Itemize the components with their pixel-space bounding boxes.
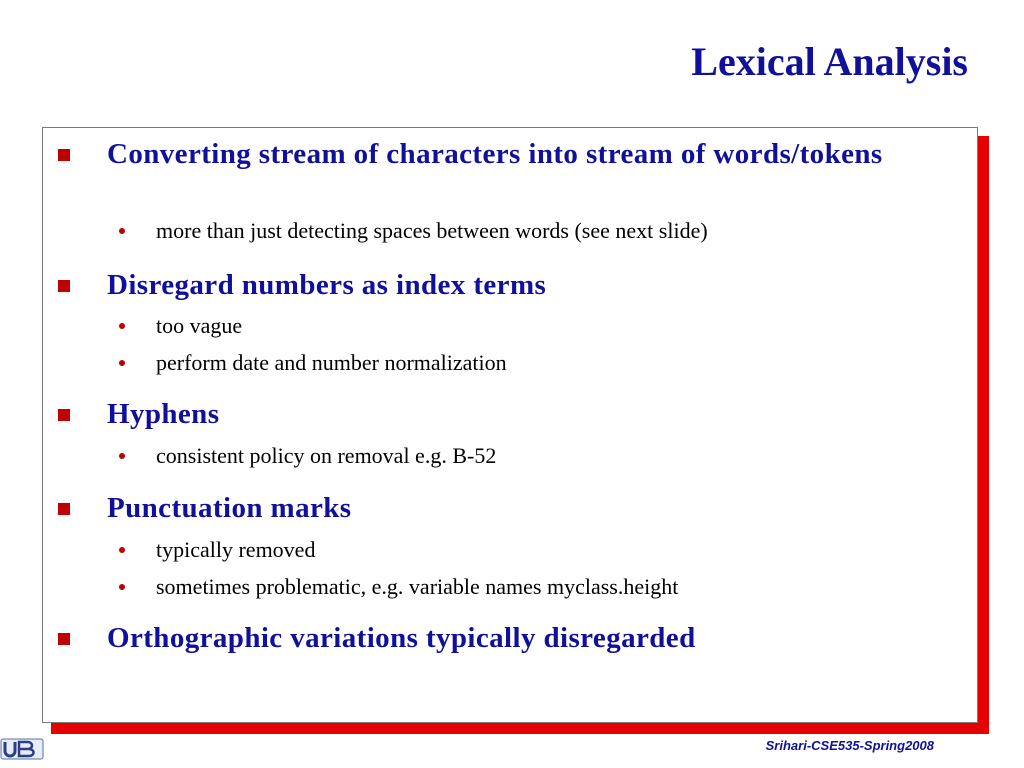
dot-bullet-icon: [119, 584, 125, 590]
bullet-item-text: Orthographic variations typically disregarded: [107, 622, 696, 654]
sub-bullet-item: [43, 348, 979, 378]
square-bullet-icon: [58, 149, 70, 161]
bullet-item-text: Converting stream of characters into stream of words/tokens: [107, 138, 883, 170]
sub-bullet-text: typically removed: [156, 537, 316, 562]
bullet-item-text: Disregard numbers as index terms: [107, 269, 547, 301]
square-bullet-icon: [58, 633, 70, 645]
dot-bullet-icon: [119, 323, 125, 329]
sub-bullet-item: [43, 441, 979, 471]
square-bullet-icon: [58, 409, 70, 421]
dot-bullet-icon: [119, 453, 125, 459]
dot-bullet-icon: [119, 360, 125, 366]
ub-logo-icon: [0, 736, 44, 762]
sub-bullet-item: [43, 572, 979, 602]
content-box: [42, 127, 978, 723]
sub-bullet-item: [43, 311, 979, 341]
square-bullet-icon: [58, 503, 70, 515]
sub-bullet-text: perform date and number normalization: [156, 350, 507, 375]
slide-title: Lexical Analysis: [691, 39, 968, 84]
dot-bullet-icon: [119, 547, 125, 553]
sub-bullet-text: too vague: [156, 313, 243, 338]
bullet-item-text: Punctuation marks: [107, 492, 352, 524]
sub-bullet-text: more than just detecting spaces between words (see next slide): [156, 218, 708, 243]
sub-bullet-item: [43, 535, 979, 565]
square-bullet-icon: [58, 280, 70, 292]
dot-bullet-icon: [119, 228, 125, 234]
sub-bullet-text: sometimes problematic, e.g. variable names myclass.height: [156, 574, 679, 599]
bullet-item-text: Hyphens: [107, 398, 220, 430]
sub-bullet-text: consistent policy on removal e.g. B-52: [156, 443, 497, 468]
footer-credit: Srihari-CSE535-Spring2008: [765, 738, 934, 753]
sub-bullet-item: [43, 216, 979, 246]
